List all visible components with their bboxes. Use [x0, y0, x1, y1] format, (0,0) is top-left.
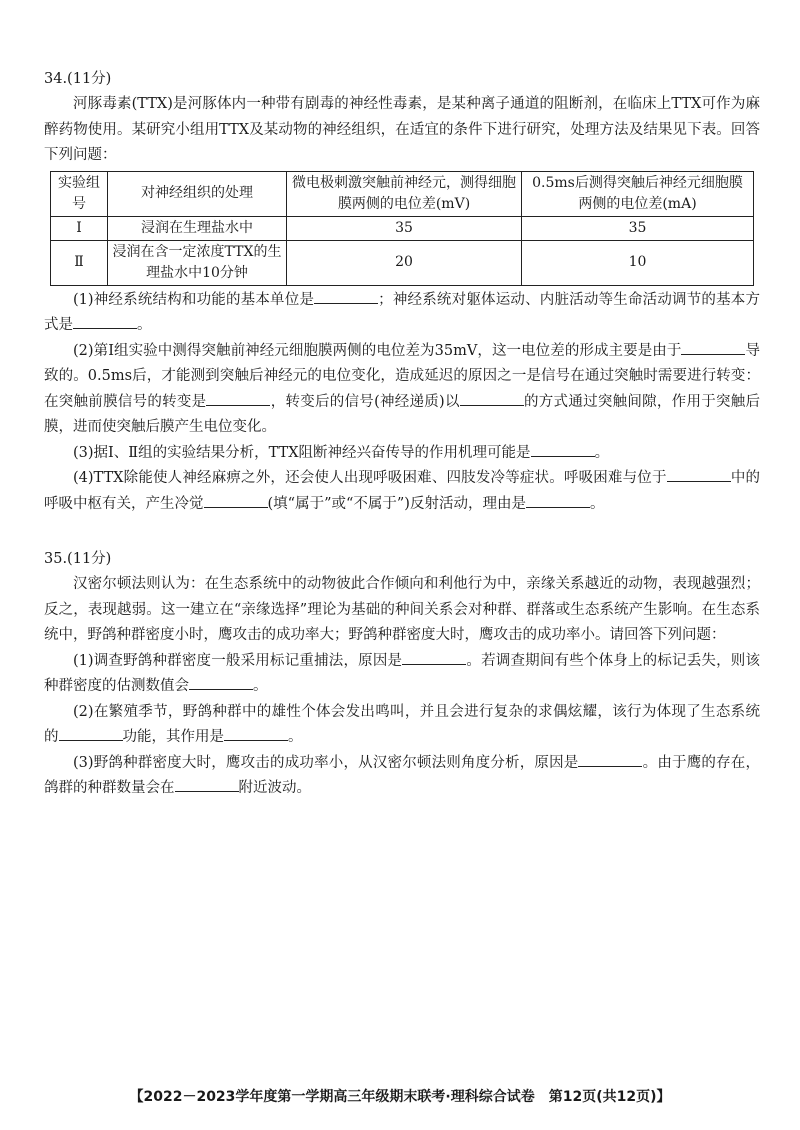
- text-span: 。: [253, 678, 268, 694]
- text-span: (3)野鸽种群密度大时，鹰攻击的成功率小，从汉密尔顿法则角度分析，原因是: [73, 754, 579, 771]
- table-cell: 35: [287, 216, 522, 240]
- text-span: 导致的。0.5ms后，才能测到突触后神经元的电位变化，造成延迟的原因之一是信号在通过突触时需要进行转变：在突触前膜信号的转变是: [44, 342, 761, 410]
- question-35: [44, 548, 760, 802]
- answer-blank[interactable]: [206, 391, 270, 406]
- answer-blank[interactable]: [175, 777, 239, 792]
- answer-blank[interactable]: [314, 289, 378, 304]
- text-span: 。由于鹰的存在，鸽群的种群数量会在: [44, 754, 760, 796]
- answer-blank[interactable]: [526, 493, 590, 508]
- question-34-intro: 河豚毒素(TTX)是河豚体内一种带有剧毒的神经性毒素，是某种离子通道的阻断剂，在临床上TTX可作为麻醉药物使用。某研究小组用TTX及某动物的神经组织，在适宜的条件下进行研究，处理方法及结果见下表。回答下列问题：: [44, 96, 760, 163]
- table-header-cell: 实验组号: [51, 171, 108, 216]
- text-span: 。: [137, 317, 152, 333]
- table-row: [51, 216, 754, 240]
- answer-blank[interactable]: [460, 391, 524, 406]
- text-span: (填“属于”或“不属于”)反射活动，理由是: [267, 495, 526, 512]
- answer-blank[interactable]: [681, 340, 745, 355]
- question-35-part-2: [44, 700, 760, 751]
- question-35-intro: 汉密尔顿法则认为：在生态系统中的动物彼此合作倾向和利他行为中，亲缘关系越近的动物，表现越强烈；反之，表现越弱。这一建立在“亲缘选择”理论为基础的种间关系会对种群、群落或生态系统产生影响。在生态系统中，野鸽种群密度小时，鹰攻击的成功率大；野鸽种群密度大时，鹰攻击的成功率小。请回答下列问题：: [44, 576, 760, 643]
- table-header-cell: 对神经组织的处理: [108, 171, 287, 216]
- table-cell: 浸润在生理盐水中: [108, 216, 287, 240]
- page-footer: 【2022－2023学年度第一学期高三年级期末联考·理科综合试卷 第12页(共12页)】: [129, 1089, 671, 1105]
- table-header-cell: 微电极刺激突触前神经元，测得细胞膜两侧的电位差(mV): [287, 171, 522, 216]
- text-span: ，转变后的信号(神经递质)以: [270, 393, 460, 410]
- text-span: (1)神经系统结构和功能的基本单位是: [73, 291, 315, 308]
- table-cell: Ⅰ: [51, 216, 108, 240]
- table-cell: 20: [287, 240, 522, 285]
- text-span: (3)据Ⅰ、Ⅱ组的实验结果分析，TTX阻断神经兴奋传导的作用机理可能是: [73, 444, 531, 461]
- question-35-part-3: [44, 751, 760, 802]
- answer-blank[interactable]: [189, 675, 253, 690]
- question-35-part-1: [44, 649, 760, 700]
- answer-blank[interactable]: [402, 650, 466, 665]
- question-34-part-2: [44, 339, 760, 441]
- table-header-cell: 0.5ms后测得突触后神经元细胞膜两侧的电位差(mA): [522, 171, 754, 216]
- table-cell: 35: [522, 216, 754, 240]
- question-34-part-3: [44, 441, 760, 467]
- question-34-heading: 34.(11分): [44, 71, 112, 87]
- text-span: ；神经系统对躯体运动、内脏活动等生命活动调节的基本方式是: [44, 291, 761, 333]
- answer-blank[interactable]: [204, 493, 268, 508]
- text-span: 的方式通过突触间隙，作用于突触后膜，进而使突触后膜产生电位变化。: [44, 393, 761, 435]
- text-span: 。: [288, 729, 303, 745]
- table-row: [51, 240, 754, 285]
- experiment-table: [50, 171, 754, 286]
- text-span: 。若调查期间有些个体身上的标记丢失，则该种群密度的估测数值会: [44, 652, 760, 694]
- answer-blank[interactable]: [667, 467, 731, 482]
- text-span: 。: [589, 495, 605, 512]
- answer-blank[interactable]: [224, 726, 288, 741]
- answer-blank[interactable]: [578, 752, 642, 767]
- answer-blank[interactable]: [59, 726, 123, 741]
- text-span: (2)在繁殖季节，野鸽种群中的雄性个体会发出鸣叫，并且会进行复杂的求偶炫耀，该行为体现了生态系统的: [44, 703, 760, 745]
- table-cell: 10: [522, 240, 754, 285]
- text-span: (1)调查野鸽种群密度一般采用标记重捕法，原因是: [73, 652, 403, 669]
- text-span: (4)TTX除能使人神经麻痹之外，还会使人出现呼吸困难、四肢发冷等症状。呼吸困难与位于: [73, 470, 667, 486]
- question-35-heading: 35.(11分): [44, 551, 112, 567]
- text-span: 功能，其作用是: [122, 729, 224, 745]
- answer-blank[interactable]: [73, 314, 137, 329]
- question-34-part-4: [44, 466, 760, 517]
- text-span: (2)第Ⅰ组实验中测得突触前神经元细胞膜两侧的电位差为35mV，这一电位差的形成主要是由于: [73, 342, 682, 359]
- answer-blank[interactable]: [531, 442, 595, 457]
- text-span: 附近波动。: [238, 780, 311, 796]
- table-cell: Ⅱ: [51, 240, 108, 285]
- question-34: [44, 68, 760, 517]
- table-cell: 浸润在含一定浓度TTX的生理盐水中10分钟: [108, 240, 287, 285]
- table-header-row: [51, 171, 754, 216]
- text-span: 中的呼吸中枢有关，产生冷觉: [44, 470, 760, 512]
- text-span: 。: [594, 444, 610, 461]
- question-34-part-1: [44, 288, 760, 339]
